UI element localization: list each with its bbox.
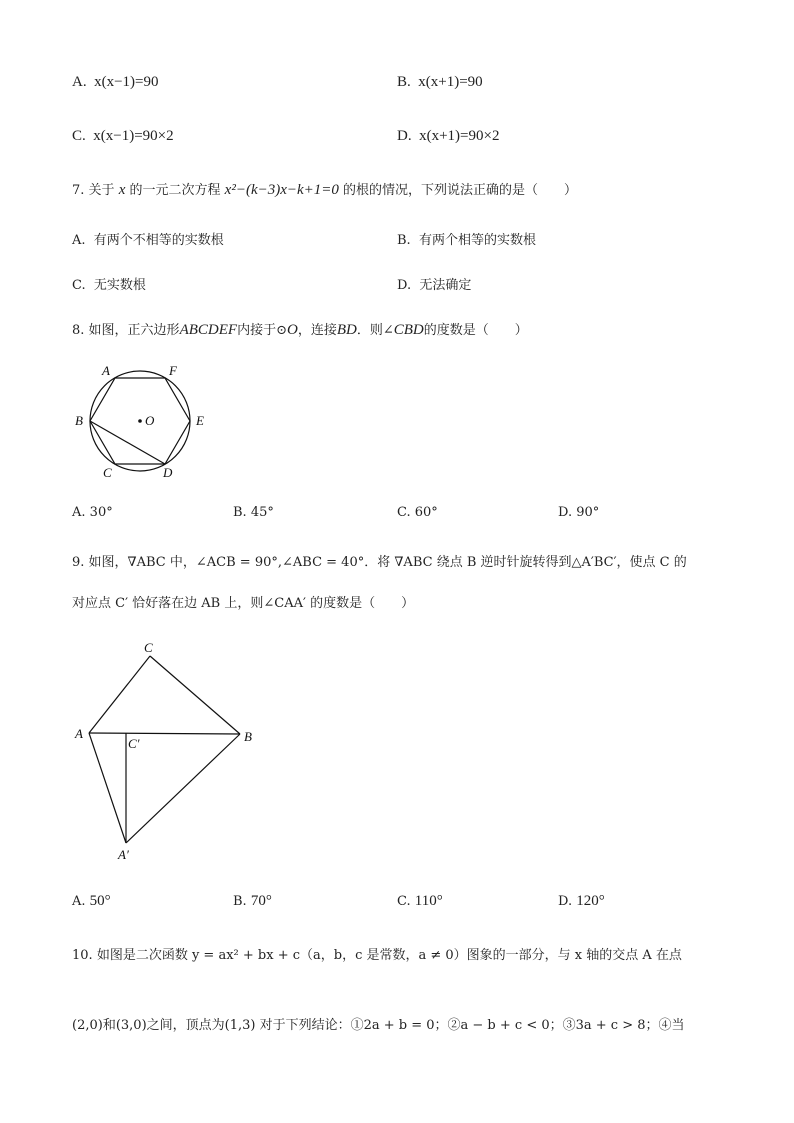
option-label: A. (72, 74, 87, 90)
label-c: C (103, 465, 112, 480)
q7-option-b[interactable] (397, 231, 536, 251)
q8-option-a[interactable] (72, 503, 113, 523)
option-label: D. (558, 894, 573, 909)
q10-stem-line2 (72, 1016, 685, 1036)
q9-option-a[interactable] (72, 891, 111, 912)
center-dot (138, 419, 142, 423)
option-text: 有两个不相等的实数根 (93, 233, 224, 248)
q8-option-b[interactable] (233, 503, 274, 523)
stem-text: 的度数是（ ） (423, 323, 528, 338)
option-label: C. (397, 894, 411, 909)
q9-option-b[interactable] (233, 891, 272, 912)
q6-option-b[interactable] (397, 72, 483, 92)
segment-ab (89, 733, 240, 734)
question-number: 10. (72, 948, 93, 963)
option-label: B. (397, 74, 411, 90)
label-a: A (102, 363, 110, 378)
q6-option-a[interactable] (72, 72, 159, 92)
option-label: A. (72, 894, 86, 909)
option-text: 45° (250, 505, 274, 520)
label-a-prime: A′ (118, 847, 129, 862)
stem-text: ．则∠ (356, 323, 394, 338)
segment-name: BD (336, 322, 357, 338)
segment-ac (89, 656, 150, 733)
option-text: 30° (89, 505, 113, 520)
label-a: A (75, 726, 83, 741)
angle-name: CBD (393, 322, 424, 338)
option-label: C. (72, 278, 86, 293)
q6-option-c[interactable] (72, 126, 174, 146)
q9-stem-line1 (72, 553, 687, 573)
option-label: D. (558, 505, 573, 520)
stem-text: 对应点 C′ 恰好落在边 AB 上，则∠CAA′ 的度数是（ ） (72, 596, 415, 611)
option-text: 无实数根 (93, 278, 146, 293)
label-e: E (196, 413, 204, 428)
stem-text: 的一元二次方程 (129, 183, 221, 198)
option-label: C. (72, 128, 86, 144)
option-text: 无法确定 (419, 278, 472, 293)
label-c: C (144, 640, 153, 655)
stem-text: 如图，正六边形 (88, 323, 180, 338)
hexagon-figure (70, 360, 220, 485)
stem-text: 的根的情况，下列说法正确的是（ ） (343, 183, 578, 198)
stem-text: 内接于⊙ (237, 323, 287, 338)
option-label: B. (233, 505, 247, 520)
stem-text: 如图，∇ABC 中，∠ACB = 90°,∠ABC = 40°．将 ∇ABC 绕点 B 逆时针旋转得到△A′BC′，使点 C 的 (88, 555, 687, 570)
label-d: D (163, 465, 173, 480)
option-label: B. (233, 894, 247, 909)
label-f: F (169, 363, 177, 378)
q7-option-d[interactable] (397, 276, 471, 296)
label-b: B (75, 413, 83, 428)
stem-text: (2,0)和(3,0)之间，顶点为(1,3) 对于下列结论：①2a + b = 0；②a − b + c < 0；③3a + c > 8；④当 (72, 1018, 685, 1033)
segment-a-prime-b (126, 734, 240, 843)
rotation-figure (70, 640, 270, 865)
hexagon-name: ABCDEF (179, 322, 238, 338)
label-b: B (244, 729, 252, 744)
stem-text: 如图是二次函数 y = ax² + bx + c（a，b，c 是常数，a ≠ 0）图象的一部分，与 x 轴的交点 A 在点 (96, 948, 682, 963)
label-c-prime: C′ (128, 736, 140, 751)
question-number: 8. (72, 323, 85, 338)
q9-option-c[interactable] (397, 891, 443, 912)
option-label: D. (397, 128, 412, 144)
circle-name: O (286, 322, 298, 338)
q6-option-d[interactable] (397, 126, 499, 146)
q8-option-c[interactable] (397, 503, 438, 523)
question-number: 9. (72, 555, 85, 570)
option-text: 有两个相等的实数根 (418, 233, 536, 248)
q7-stem (72, 180, 577, 201)
q9-stem-line2 (72, 594, 414, 614)
segment-cb (150, 656, 240, 734)
option-text: 110° (414, 893, 443, 909)
option-text: 50° (89, 893, 111, 909)
q9-option-d[interactable] (558, 891, 605, 912)
option-text: 90° (576, 505, 600, 520)
option-label: A. (72, 233, 86, 248)
option-label: B. (397, 233, 411, 248)
q7-option-c[interactable] (72, 276, 146, 296)
option-label: A. (72, 505, 86, 520)
stem-text: 关于 (88, 183, 115, 198)
stem-variable: x (118, 182, 126, 198)
q10-stem-line1 (72, 946, 682, 966)
q8-stem (72, 320, 528, 341)
option-text: 120° (576, 893, 605, 909)
segment-aa-prime (89, 733, 126, 843)
option-expression: x(x−1)=90 (94, 74, 159, 90)
label-o: O (145, 413, 155, 428)
stem-text: ，连接 (297, 323, 337, 338)
option-expression: x(x−1)=90×2 (93, 128, 174, 144)
option-label: D. (397, 278, 412, 293)
option-text: 70° (250, 893, 272, 909)
equation: x²−(k−3)x−k+1=0 (224, 182, 339, 198)
option-expression: x(x+1)=90×2 (419, 128, 500, 144)
question-number: 7. (72, 183, 85, 198)
option-expression: x(x+1)=90 (418, 74, 483, 90)
option-text: 60° (414, 505, 438, 520)
option-label: C. (397, 505, 411, 520)
q7-option-a[interactable] (72, 231, 224, 251)
q8-option-d[interactable] (558, 503, 599, 523)
